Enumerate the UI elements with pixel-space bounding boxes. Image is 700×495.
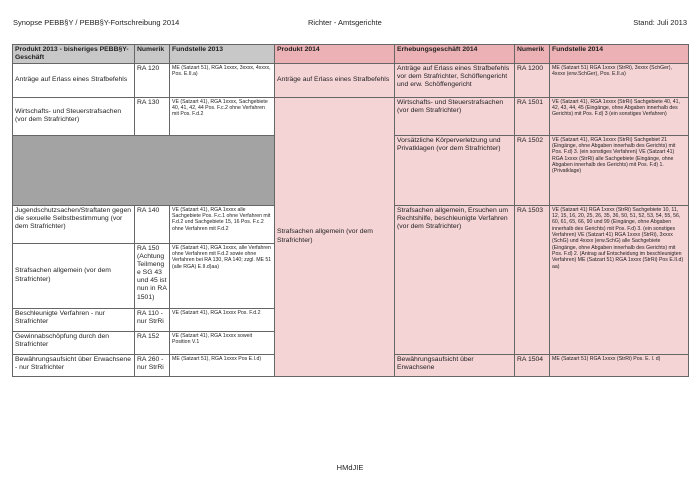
footer-text: HMdJIE xyxy=(336,463,364,472)
produkt-2013-cell: Beschleunigte Verfahren - nur Strafrichter xyxy=(13,308,135,331)
col-header-numerik-2014: Numerik xyxy=(515,45,550,64)
fundstelle-2014-cell: VE (Satzart 41) RGA 1xxxx (StrRi) Sachgebiete 10, 11, 12, 15, 16, 20, 25, 26, 35, 36, 50, 51, 52, 53, 54, 55, 56, 60, 61, 65, 66, 90 und 99 (Eingänge, ohne Abgaben innerhalb des Gerichts) mit Pos. F.d) 3. (ein sonstiges Verfahren) VE (Satzart 41) RGA 1xxxx (StrRi), 3xxxx (SchG) und 4xxxx (erw.SchG) alle Sachgebiete (Eingänge, ohne Abgaben innerhalb des Gerichts) mit Pos. F.d) 2. (Antrag auf Entscheidung im beschleunigten Verfahren) ME (Satzart 51) RGA 1xxxx (StrRi) Pos E.II.d) aa) xyxy=(550,205,689,354)
synopsis-table xyxy=(12,44,689,377)
produkt-2014-merged-cell: Strafsachen allgemein (vor dem Strafrichter) xyxy=(275,97,395,376)
fundstelle-2013-cell: VE (Satzart 41), RGA 1xxxx soweit Position V.1 xyxy=(170,331,275,354)
numerik-2013-cell: RA 150 (Achtung Teilmenge SG 43 und 45 ist nun in RA 1501) xyxy=(135,243,170,308)
erhebung-2014-cell: Wirtschafts- und Steuerstrafsachen (vor dem Strafrichter) xyxy=(395,97,515,135)
fundstelle-2013-cell: ME (Satzart 51), RGA 1xxxx Pos E.I.d) xyxy=(170,354,275,376)
blank-grey-cell xyxy=(13,135,275,205)
header-center: Richter - Amtsgerichte xyxy=(308,18,382,27)
fundstelle-2013-cell: ME (Satzart 51), RGA 1xxxx, 3xxxx, 4xxxx, Pos. E.II.a) xyxy=(170,63,275,97)
fundstelle-2013-cell: VE (Satzart 41), RGA 1xxxx, Sachgebiete 40, 41, 42, 44 Pos. F.c.2 ohne Verfahren mit Pos. F.d.2 xyxy=(170,97,275,135)
produkt-2013-cell: Jugendschutzsachen/Straftaten gegen die sexuelle Selbstbestimmung (vor dem Strafrichter) xyxy=(13,205,135,243)
produkt-2013-cell: Strafsachen allgemein (vor dem Strafrichter) xyxy=(13,243,135,308)
fundstelle-2014-cell: ME (Satzart 51) RGA 1xxxx (StrRi), 3xxxx (SchGer), 4xxxx (erw.SchGer), Pos. E.II.a) xyxy=(550,63,689,97)
fundstelle-2013-cell: VE (Satzart 41), RGA 1xxxx Pos. F.d.2 xyxy=(170,308,275,331)
col-header-fundstelle-2014: Fundstelle 2014 xyxy=(550,45,689,64)
produkt-2014-cell: Anträge auf Erlass eines Strafbefehls xyxy=(275,63,395,97)
header-right: Stand: Juli 2013 xyxy=(633,18,687,27)
produkt-2013-cell: Bewährungsaufsicht über Erwachsene - nur Strafrichter xyxy=(13,354,135,376)
header-left: Synopse PEBB§Y / PEBB§Y-Fortschreibung 2014 xyxy=(13,18,180,27)
erhebung-2014-cell: Vorsätzliche Körperverletzung und Privatklagen (vor dem Strafrichter) xyxy=(395,135,515,205)
erhebung-2014-cell: Anträge auf Erlass eines Strafbefehls vor dem Strafrichter, Schöffengericht und erw. Schöffengericht xyxy=(395,63,515,97)
numerik-2014-cell: RA 1501 xyxy=(515,97,550,135)
numerik-2014-cell: RA 1503 xyxy=(515,205,550,354)
fundstelle-2013-cell: VE (Satzart 41), RGA 1xxxx, alle Verfahren ohne Verfahren mit F.d.2 sowie ohne Verfahren bei RA 130, RA 140; zzgl. ME 51 (alle RGA) E.II.d)aa) xyxy=(170,243,275,308)
numerik-2013-cell: RA 130 xyxy=(135,97,170,135)
col-header-erhebung-2014: Erhebungsgeschäft 2014 xyxy=(395,45,515,64)
numerik-2014-cell: RA 1200 xyxy=(515,63,550,97)
numerik-2013-cell: RA 260 - nur StrRi xyxy=(135,354,170,376)
produkt-2013-cell: Wirtschafts- und Steuerstrafsachen (vor dem Strafrichter) xyxy=(13,97,135,135)
fundstelle-2013-cell: VE (Satzart 41), RGA 1xxxx alle Sachgebiete Pos. F.c.1 ohne Verfahren mit F.d.2 und Sachgebiete 15, 16 Pos. F.c.2 ohne Verfahren mit F.d.2 xyxy=(170,205,275,243)
erhebung-2014-cell: Bewährungsaufsicht über Erwachsene xyxy=(395,354,515,376)
numerik-2013-cell: RA 140 xyxy=(135,205,170,243)
fundstelle-2014-cell: VE (Satzart 41), RGA 1xxxx (StrRi) Sachgebiet 21 (Eingänge, ohne Abgaben innerhalb des Gerichts) mit Pos. F.d) 3. (ein sonstiges Verfahren) VE (Satzart 41) RGA 1xxxx (StrRi) alle Sachgebiete (Eingänge, ohne Abgaben innerhalb des Gerichts) mit Pos. F.d) 1. (Privatklage) xyxy=(550,135,689,205)
fundstelle-2014-cell: VE (Satzart 41), RGA 1xxxx (StrRi) Sachgebiete 40, 41, 42, 43, 44, 45 (Eingänge, ohne Abgaben innerhalb des Gerichts) mit Pos. F.d) 3 (ein sonstiges Verfahren) xyxy=(550,97,689,135)
col-header-numerik-2013: Numerik xyxy=(135,45,170,64)
fundstelle-2014-cell: ME (Satzart 51) RGA 1xxxx (StrRi) Pos. E. I. d) xyxy=(550,354,689,376)
erhebung-2014-cell: Strafsachen allgemein, Ersuchen um Rechtshilfe, beschleunigte Verfahren (vor dem Strafrichter) xyxy=(395,205,515,354)
numerik-2013-cell: RA 120 xyxy=(135,63,170,97)
numerik-2014-cell: RA 1504 xyxy=(515,354,550,376)
table-row xyxy=(13,63,689,97)
table-header-row xyxy=(13,45,689,64)
numerik-2013-cell: RA 110 - nur StrRi xyxy=(135,308,170,331)
produkt-2013-cell: Gewinnabschöpfung durch den Strafrichter xyxy=(13,331,135,354)
table-row xyxy=(13,97,689,135)
col-header-produkt-2014: Produkt 2014 xyxy=(275,45,395,64)
col-header-fundstelle-2013: Fundstelle 2013 xyxy=(170,45,275,64)
numerik-2013-cell: RA 152 xyxy=(135,331,170,354)
col-header-produkt-2013: Produkt 2013 - bisheriges PEBB§Y-Geschäft xyxy=(13,45,135,64)
numerik-2014-cell: RA 1502 xyxy=(515,135,550,205)
produkt-2013-cell: Anträge auf Erlass eines Strafbefehls xyxy=(13,63,135,97)
